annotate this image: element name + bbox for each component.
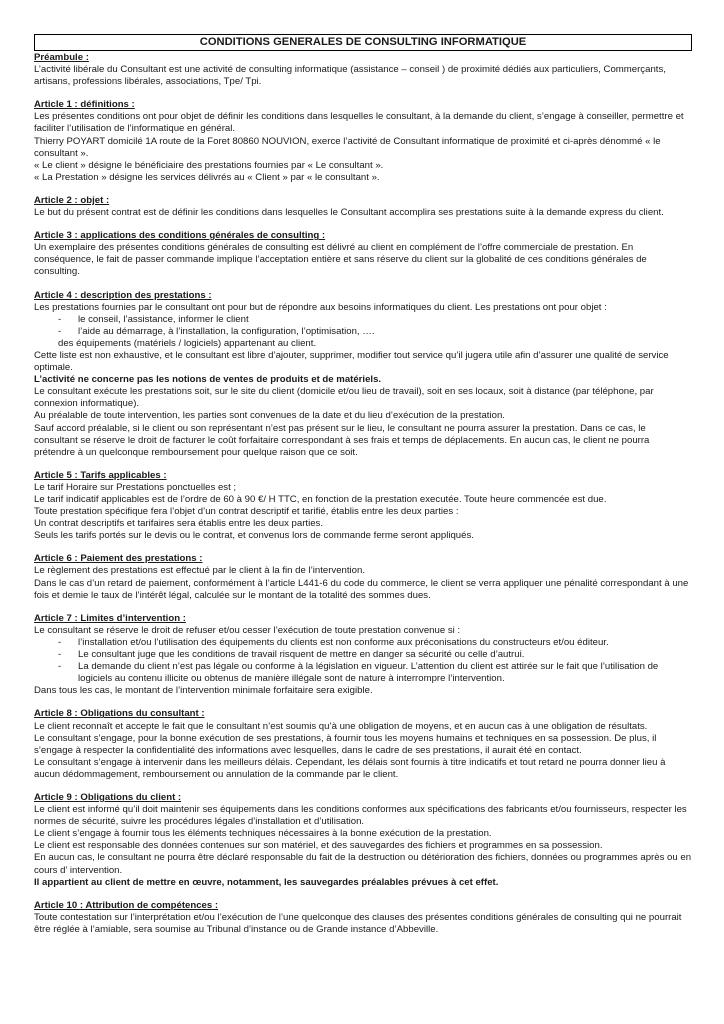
paragraph: « Le client » désigne le bénéficiaire des prestations fournies par « Le consultant ». (34, 159, 384, 171)
paragraph: Un exemplaire des présentes conditions générales de consulting est délivré au client en complément de l’offre commerciale de prestation. En conséquence, le fait de passer commande implique l’acceptation entière et sans réserve du client sur la globalité de ces conditions générales de consulting. (34, 242, 647, 278)
paragraph: Dans le cas d’un retard de paiement, conformément à l’article L441-6 du code du commerce, le client se verra appliquer une pénalité correspondant à une fois et demie le taux de l’intérêt légal, calculée sur le montant de la totalité des sommes dues. (34, 577, 689, 601)
paragraph: L’activité libérale du Consultant est une activité de consulting informatique (assistance – conseil ) de proximité dédiés aux particuliers, Commerçants, artisans, professions libérales, associations, Tpe/ Tpi. (34, 64, 666, 88)
section-article-4 (34, 290, 692, 459)
section-heading: Article 1 : définitions : (34, 99, 135, 111)
section-article-5 (34, 470, 692, 543)
paragraph: Le but du présent contrat est de définir les conditions dans lesquelles le Consultant accomplira ses prestations suite à la demande express du client. (34, 207, 664, 219)
section-preambule (34, 52, 692, 88)
paragraph: des équipements (matériels / logiciels) appartenant au client. (58, 337, 317, 349)
list-item: - le conseil, l’assistance, informer le client (34, 314, 692, 326)
paragraph: En aucun cas, le consultant ne pourra être déclaré responsable du fait de la destruction ou détérioration des fichiers, données ou programmes après ou en cours d’ intervention. (34, 852, 692, 876)
section-heading: Article 6 : Paiement des prestations : (34, 553, 203, 565)
section-heading: Article 7 : Limites d’intervention : (34, 612, 186, 624)
paragraph: Le consultant se réserve le droit de refuser et/ou cesser l’exécution de toute prestation convenue si : (34, 624, 461, 636)
section-article-6 (34, 553, 692, 601)
paragraph: Le client est informé qu’il doit maintenir ses équipements dans les conditions conformes aux spécifications des fabricants et/ou fournisseurs, respecter les normes de sécurité, suivre les procédures légales d’installation et d’utilisation. (34, 804, 687, 828)
bold-statement: Il appartient au client de mettre en œuvre, notamment, les sauvegardes préalables prévues à cet effet. (34, 876, 499, 888)
section-heading: Article 5 : Tarifs applicables : (34, 469, 167, 481)
section-heading: Article 2 : objet : (34, 194, 110, 206)
bullet-list (34, 314, 692, 338)
bullet-list (34, 637, 692, 685)
paragraph: Le client reconnaît et accepte le fait que le consultant n’est soumis qu’à une obligation de moyens, et en aucun cas à une obligation de résultats. (34, 720, 648, 732)
section-article-2 (34, 195, 692, 219)
bold-statement: L’activité ne concerne pas les notions de ventes de produits et de matériels. (34, 374, 382, 386)
paragraph: Au préalable de toute intervention, les parties sont convenues de la date et du lieu d’exécution de la prestation. (34, 410, 505, 422)
paragraph: Le consultant exécute les prestations soit, sur le site du client (domicile et/ou lieu de travail), soit en ses locaux, soit à distance (par téléphone, par connexion informatique). (34, 386, 654, 410)
section-article-3 (34, 230, 692, 278)
paragraph: Un contrat descriptifs et tarifaires sera établis entre les deux parties. (34, 518, 324, 530)
paragraph: Le tarif Horaire sur Prestations ponctuelles est ; (34, 481, 237, 493)
paragraph: Toute contestation sur l’interprétation et/ou l’exécution de l’une quelconque des clauses des présentes conditions générales de consulting qui ne pourrait être réglée à l’amiable, sera soumise au Tribunal d’instance ou de Grande instance d’Abbeville. (34, 911, 682, 935)
paragraph: Le client s’engage à fournir tous les éléments techniques nécessaires à la bonne exécution de la prestation. (34, 828, 492, 840)
paragraph: Thierry POYART domicilé 1A route de la Foret 80860 NOUVION, exerce l’activité de Consultant informatique de proximité et ci-après dénommé « le consultant ». (34, 135, 661, 159)
document-title: CONDITIONS GENERALES DE CONSULTING INFORMATIQUE (34, 34, 692, 51)
section-heading: Article 9 : Obligations du client : (34, 791, 182, 803)
paragraph: Le consultant s’engage, pour la bonne exécution de ses prestations, à fournir tous les moyens humains et techniques en sa possession. De plus, il s’engage à respecter la confidentialité des informations avec lesquelles, dans le cadre de ses prestations, il aurait été en contact. (34, 732, 657, 756)
list-item: - l’installation et/ou l’utilisation des équipements du clients est non conforme aux préconisations du constructeurs et/ou éditeur. (34, 637, 692, 649)
paragraph: Le consultant s’engage à intervenir dans les meilleurs délais. Cependant, les délais sont fournis à titre indicatifs et tout retard ne pourra donner lieu à aucun dédommagement, remboursement ou annulation de la commande par le client. (34, 756, 666, 780)
section-article-1 (34, 99, 692, 184)
list-item: - Le consultant juge que les conditions de travail risquent de mettre en danger sa sécurité ou celle d’autrui. (34, 649, 692, 661)
section-article-7 (34, 613, 692, 698)
paragraph: Le tarif indicatif applicables est de l’ordre de 60 à 90 €/ H TTC, en fonction de la prestation executée. Toute heure commencée est due. (34, 494, 607, 505)
section-article-9 (34, 792, 692, 889)
paragraph: Cette liste est non exhaustive, et le consultant est libre d’ajouter, supprimer, modifier tout service qu’il jugera utile afin d’assurer une qualité de service optimale. (34, 349, 669, 374)
list-item: - l’aide au démarrage, à l’installation, la configuration, l’optimisation, …. (34, 326, 692, 338)
paragraph: Dans tous les cas, le montant de l’intervention minimale forfaitaire sera exigible. (34, 685, 373, 697)
paragraph: Seuls les tarifs portés sur le devis ou le contrat, et convenus lors de commande ferme seront appliqués. (34, 530, 474, 542)
section-article-8 (34, 708, 692, 781)
section-heading: Article 4 : description des prestations : (34, 289, 212, 301)
paragraph: Le règlement des prestations est effectué par le client à la fin de l’intervention. (34, 565, 366, 577)
section-heading: Article 10 : Attribution de compétences : (34, 899, 219, 911)
paragraph: Toute prestation spécifique fera l’objet d’un contrat descriptif et tarifié, établis entre les deux parties : (34, 506, 459, 518)
paragraph: « La Prestation » désigne les services délivrés au « Client » par « le consultant ». (34, 171, 380, 183)
paragraph: Les présentes conditions ont pour objet de définir les conditions dans lesquelles le consultant, à la demande du client, s’engage à conseiller, permettre et faciliter l’utilisation de l’informatique en général. (34, 111, 684, 135)
section-article-10 (34, 900, 692, 936)
paragraph: Les prestations fournies par le consultant ont pour but de répondre aux besoins informatiques du client. Les prestations ont pour objet : (34, 301, 607, 313)
section-heading: Article 8 : Obligations du consultant : (34, 708, 205, 720)
list-item: - La demande du client n’est pas légale ou conforme à la législation en vigueur. L’attention du client est attirée sur le fait que l’utilisation de logiciels au contenu illicite ou obtenus de manière illégale sont de nature à interrompre l’intervention. (34, 661, 692, 685)
paragraph: Sauf accord préalable, si le client ou son représentant n’est pas présent sur le lieu, le consultant ne pourra assurer la prestation. Dans ce cas, le consultant se réserve le droit de facturer le coût forfaitaire correspondant à ses frais et temps de déplacements. En aucun cas, le client ne pourra prétendre à un quelconque remboursement pour quelque raison que ce soit. (34, 422, 650, 458)
section-heading: Article 3 : applications des conditions générales de consulting : (34, 230, 326, 242)
section-heading: Préambule : (34, 52, 89, 63)
paragraph: Le client est responsable des données contenues sur son matériel, et des sauvegardes des fichiers et programmes en sa possession. (34, 840, 603, 852)
